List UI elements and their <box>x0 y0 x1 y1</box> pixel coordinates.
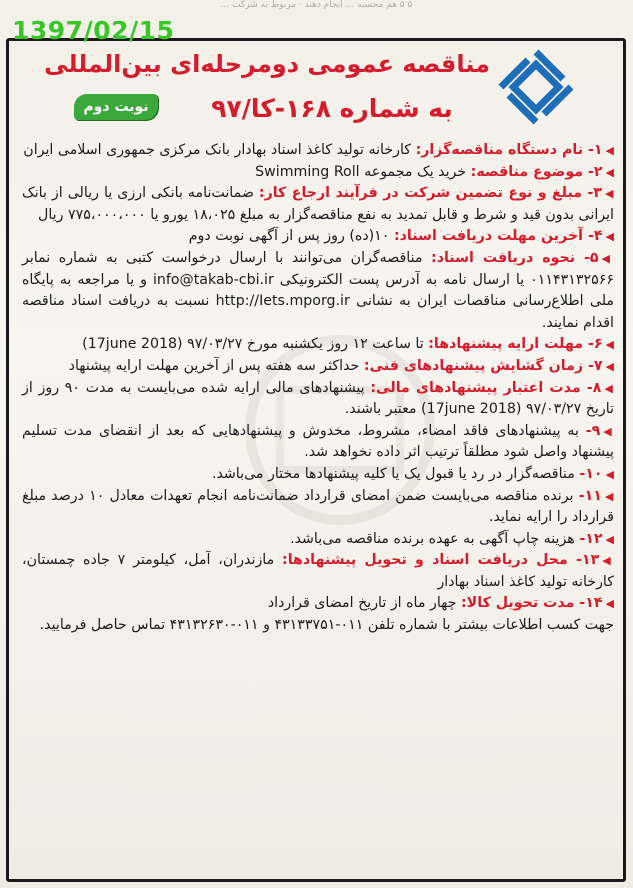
tender-item: ◀۱۰- مناقصه‌گزار در رد یا قبول یک یا کلیه پیشنهادها مختار می‌باشد. <box>211 465 614 482</box>
central-bank-logo-icon <box>497 48 575 126</box>
tender-item: ◀۳- مبلغ و نوع تضمین شرکت در فرآیند ارجاع کار: ضمانت‌نامه بانکی ارزی یا ریالی از بانک ایرانی بدون قید و شرط و قابل تمدید به نفع مناقصه‌گزار به مبلغ ۱۸،۰۲۵ یورو یا ۷۷۵،۰۰۰،۰۰۰ ریال <box>22 185 615 223</box>
tender-details <box>22 140 614 840</box>
tender-item: ◀۷- زمان گشایش پیشنهادهای فنی: حداکثر سه هفته پس از آخرین مهلت ارایه پیشنهاد <box>68 357 614 374</box>
previous-clipping-fragment: ۵ ۵ هم محسنه ... انجام دهند · مربوط به شرکت ... <box>220 0 413 10</box>
tender-item: ◀۶- مهلت ارایه پیشنهادها: تا ساعت ۱۲ روز یکشنبه مورخ ۹۷/۰۳/۲۷ (17june 2018) <box>82 336 614 353</box>
tender-item: ◀۱- نام دستگاه مناقصه‌گزار: کارخانه تولید کاغذ اسناد بهادار بانک مرکزی جمهوری اسلامی ایران <box>23 142 614 158</box>
bullet-arrow-icon: ◀ <box>605 187 615 201</box>
tender-item: ◀۱۱- برنده مناقصه می‌بایست ضمن امضای قرارداد ضمانت‌نامه انجام تعهدات معادل ۱۰ درصد مبلغ قرارداد را ارایه نماید. <box>22 487 614 526</box>
tender-item: ◀۸- مدت اعتبار پیشنهادهای مالی: پیشنهادهای مالی ارایه شده می‌بایست به مدت ۹۰ روز از تاریخ ۹۷/۰۳/۲۷ (17june 2018) معتبر باشند. <box>22 379 614 418</box>
bullet-arrow-icon: ◀ <box>605 165 614 179</box>
tender-item: ◀۲- موضوع مناقصه: خرید یک مجموعه Swimming Roll <box>255 163 614 180</box>
bullet-arrow-icon: ◀ <box>603 424 614 438</box>
tender-item: ◀۱۳- محل دریافت اسناد و تحویل پیشنهادها: مازندران، آمل، کیلومتر ۷ جاده چمستان، کارخانه تولید کاغذ اسناد بهادار <box>22 552 614 590</box>
tender-item: ◀۱۲- هزینه چاپ آگهی به عهده برنده مناقصه می‌باشد. <box>290 530 614 547</box>
bullet-arrow-icon: ◀ <box>605 359 614 373</box>
bullet-arrow-icon: ◀ <box>605 597 614 611</box>
tender-title: مناقصه عمومی دومرحله‌ای بین‌المللی <box>44 50 490 78</box>
bullet-arrow-icon: ◀ <box>604 381 614 395</box>
bullet-arrow-icon: ◀ <box>602 554 614 568</box>
bullet-arrow-icon: ◀ <box>605 338 614 352</box>
bullet-arrow-icon: ◀ <box>605 532 614 546</box>
bullet-arrow-icon: ◀ <box>605 230 614 244</box>
tender-item: ◀۴- آخرین مهلت دریافت اسناد: ۱۰(ده) روز پس از آگهی نوبت دوم <box>188 228 614 245</box>
bullet-arrow-icon: ◀ <box>605 144 614 157</box>
tender-item: ◀۵- نحوه دریافت اسناد: مناقصه‌گران می‌توانند با ارسال درخواست کتبی به شماره نمابر ۰۱۱۴۳۱۳۲۵۶۶ یا ارسال نامه به آدرس پست الکترونیکی info@takab-cbi.ir و یا مراجعه به پایگاه ملی اطلاع‌رسانی مناقصات ایران به نشانی http://Iets.mporg.ir نسبت به دریافت اسناد مناقصه اقدام نمایند. <box>22 249 614 331</box>
contact-closing: جهت کسب اطلاعات بیشتر با شماره تلفن ۰۱۱-۴۳۱۳۳۷۵۱ و ۰۱۱-۴۳۱۳۲۶۳۰ تماس حاصل فرمایید. <box>39 617 614 634</box>
bullet-arrow-icon: ◀ <box>601 251 614 265</box>
bullet-arrow-icon: ◀ <box>605 467 614 481</box>
bullet-arrow-icon: ◀ <box>604 489 614 503</box>
tender-item: ◀۱۴- مدت تحویل کالا: چهار ماه از تاریخ امضای قرارداد <box>267 595 614 612</box>
second-notice-badge: نوبت دوم <box>74 94 158 120</box>
date-stamp: 1397/02/15 <box>12 16 175 45</box>
tender-item: ◀۹- به پیشنهادهای فاقد امضاء، مشروط، مخدوش و پیشنهادهایی که بعد از انقضای مدت تسلیم پیشنهاد واصل شود مطلقاً ترتیب اثر داده نخواهد شد. <box>22 422 614 461</box>
tender-number: به شماره ۱۶۸-کا/۹۷ <box>211 94 453 123</box>
